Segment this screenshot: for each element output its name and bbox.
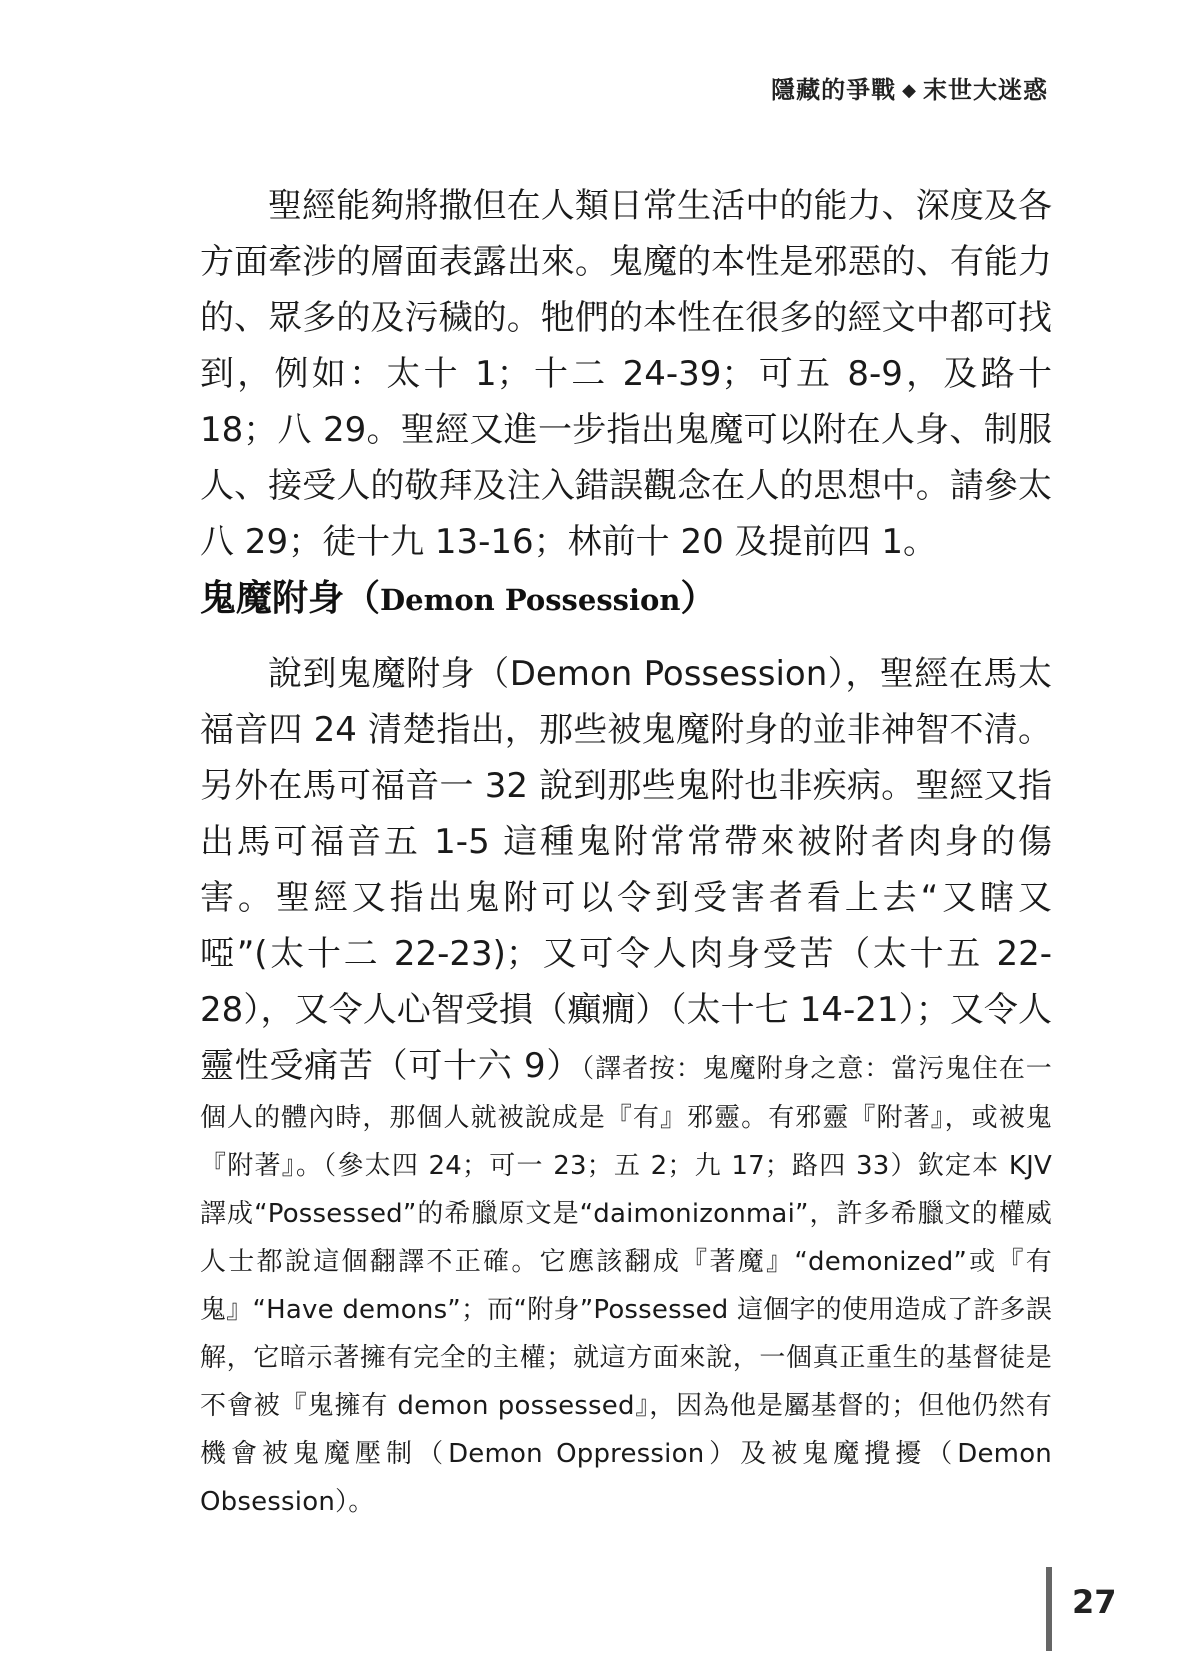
possession-paragraph-block [200, 646, 1052, 1526]
intro-paragraph-block [200, 178, 1052, 570]
section-heading-zh: 鬼魔附身 [200, 578, 345, 619]
chapter-title: 末世大迷惑 [923, 76, 1048, 104]
translator-note: （譯者按：鬼魔附身之意：當污鬼住在一個人的體內時，那個人就被說成是『有』邪靈。有邪靈『附著』，或被鬼『附著』。（參太四 24；可一 23；五 2；九 17；路四 33）欽定本 KJV 譯成“Possessed”的希臘原文是“daimonizonmai”，許多希臘文的權威人士都說這個翻譯不正確。它應該翻成『著魔』“demonized”或『有鬼』“Have demons”；而“附身”Possessed 這個字的使用造成了許多誤解，它暗示著擁有完全的主權；就這方面來說，一個真正重生的基督徒是不會被『鬼擁有 demon possessed』，因為他是屬基督的；但他仍然有機會被鬼魔壓制（Demon Oppression）及被鬼魔攪擾（Demon Obsession）。 [200, 1054, 1052, 1517]
section-heading-close-paren: ） [680, 578, 717, 619]
possession-paragraph [200, 646, 1052, 1526]
page-number: 27 [1072, 1583, 1117, 1621]
section-heading-en: Demon Possession [380, 583, 681, 617]
section-heading-open-paren: （ [344, 578, 381, 619]
diamond-separator-icon: ◆ [902, 80, 917, 101]
page-number-rule [1046, 1567, 1052, 1651]
running-header [771, 70, 1048, 105]
section-heading [200, 570, 716, 621]
possession-paragraph-main: 說到鬼魔附身（Demon Possession），聖經在馬太福音四 24 清楚指出，那些被鬼魔附身的並非神智不清。另外在馬可福音一 32 說到那些鬼附也非疾病。聖經又指出馬可福音五 1-5 這種鬼附常常帶來被附者肉身的傷害。聖經又指出鬼附可以令到受害者看上去“又瞎又啞”(太十二 22-23)；又可令人肉身受苦（太十五 22-28），又令人心智受損（癲癇）（太十七 14-21）；又令人靈性受痛苦（可十六 9） [200, 654, 1052, 1086]
intro-paragraph: 聖經能夠將撒但在人類日常生活中的能力、深度及各方面牽涉的層面表露出來。鬼魔的本性是邪惡的、有能力的、眾多的及污穢的。牠們的本性在很多的經文中都可找到，例如：太十 1；十二 24-39；可五 8-9，及路十 18；八 29。聖經又進一步指出鬼魔可以附在人身、制服人、接受人的敬拜及注入錯誤觀念在人的思想中。請參太八 29；徒十九 13-16；林前十 20 及提前四 1。 [200, 186, 1052, 562]
book-title: 隱藏的爭戰 [771, 76, 897, 104]
